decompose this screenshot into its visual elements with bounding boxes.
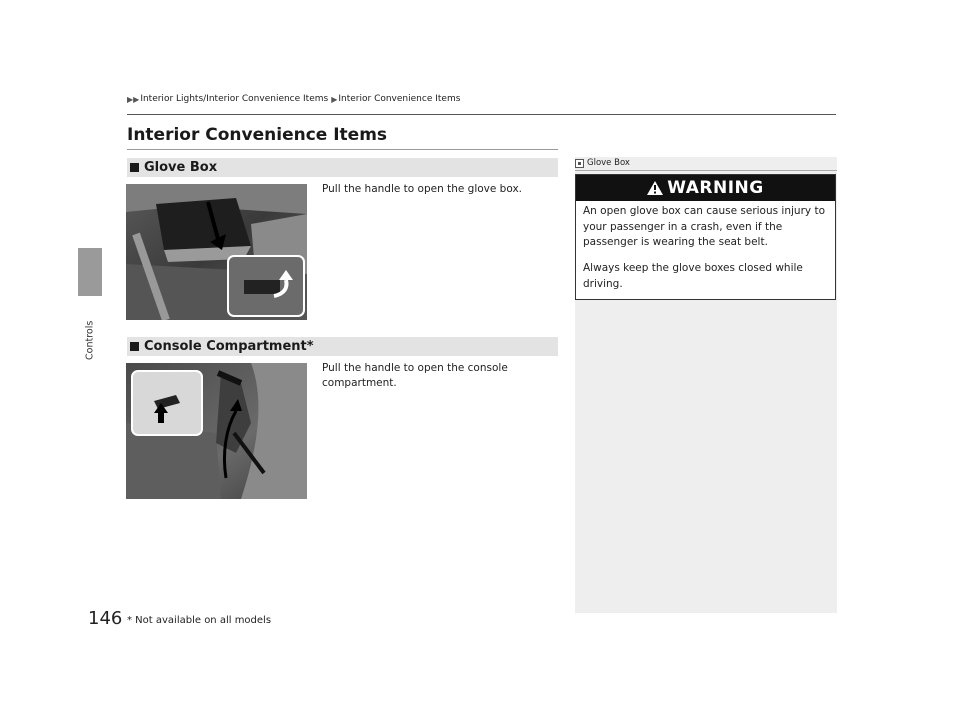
section-heading-glove-box: [127, 158, 558, 177]
square-bullet-icon: [130, 163, 139, 172]
side-tab-marker: [78, 248, 102, 296]
reference-marker-icon: [575, 159, 584, 168]
sidebar-heading: [575, 158, 630, 168]
page-number: 146: [88, 608, 123, 629]
warning-triangle-icon: [647, 181, 663, 195]
side-tab-label: Controls: [84, 320, 96, 360]
section-heading-text: Glove Box: [144, 160, 218, 175]
warning-banner: [576, 175, 835, 201]
console-compartment-instruction: Pull the handle to open the console compartment.: [322, 362, 508, 389]
warning-paragraph: An open glove box can cause serious injury to your passenger in a crash, even if the passenger is wearing the seat belt.: [583, 205, 825, 248]
sidebar-heading-text: Glove Box: [587, 158, 630, 168]
breadcrumb-item[interactable]: Interior Lights/Interior Convenience Items: [140, 94, 329, 104]
sidebar-rule: [575, 170, 837, 171]
section-heading-text: Console Compartment: [144, 339, 307, 354]
console-compartment-photo: [126, 363, 307, 499]
square-bullet-icon: [130, 342, 139, 351]
warning-paragraph: Always keep the glove boxes closed while driving.: [583, 262, 803, 290]
not-all-models-mark: *: [306, 339, 314, 354]
footnote: * Not available on all models: [127, 615, 272, 626]
breadcrumb-arrow-icon: ▶▶: [127, 94, 140, 104]
title-rule: [127, 149, 558, 150]
breadcrumb-item[interactable]: Interior Convenience Items: [338, 94, 461, 104]
warning-label: WARNING: [667, 178, 764, 198]
header-rule: [127, 114, 836, 115]
page-title: Interior Convenience Items: [127, 125, 388, 145]
section-heading-console-compartment: [127, 337, 558, 356]
breadcrumb-arrow-icon: ▶: [331, 94, 338, 104]
breadcrumb: [127, 94, 460, 104]
glove-box-photo: [126, 184, 307, 320]
glove-box-instruction: Pull the handle to open the glove box.: [322, 183, 522, 195]
